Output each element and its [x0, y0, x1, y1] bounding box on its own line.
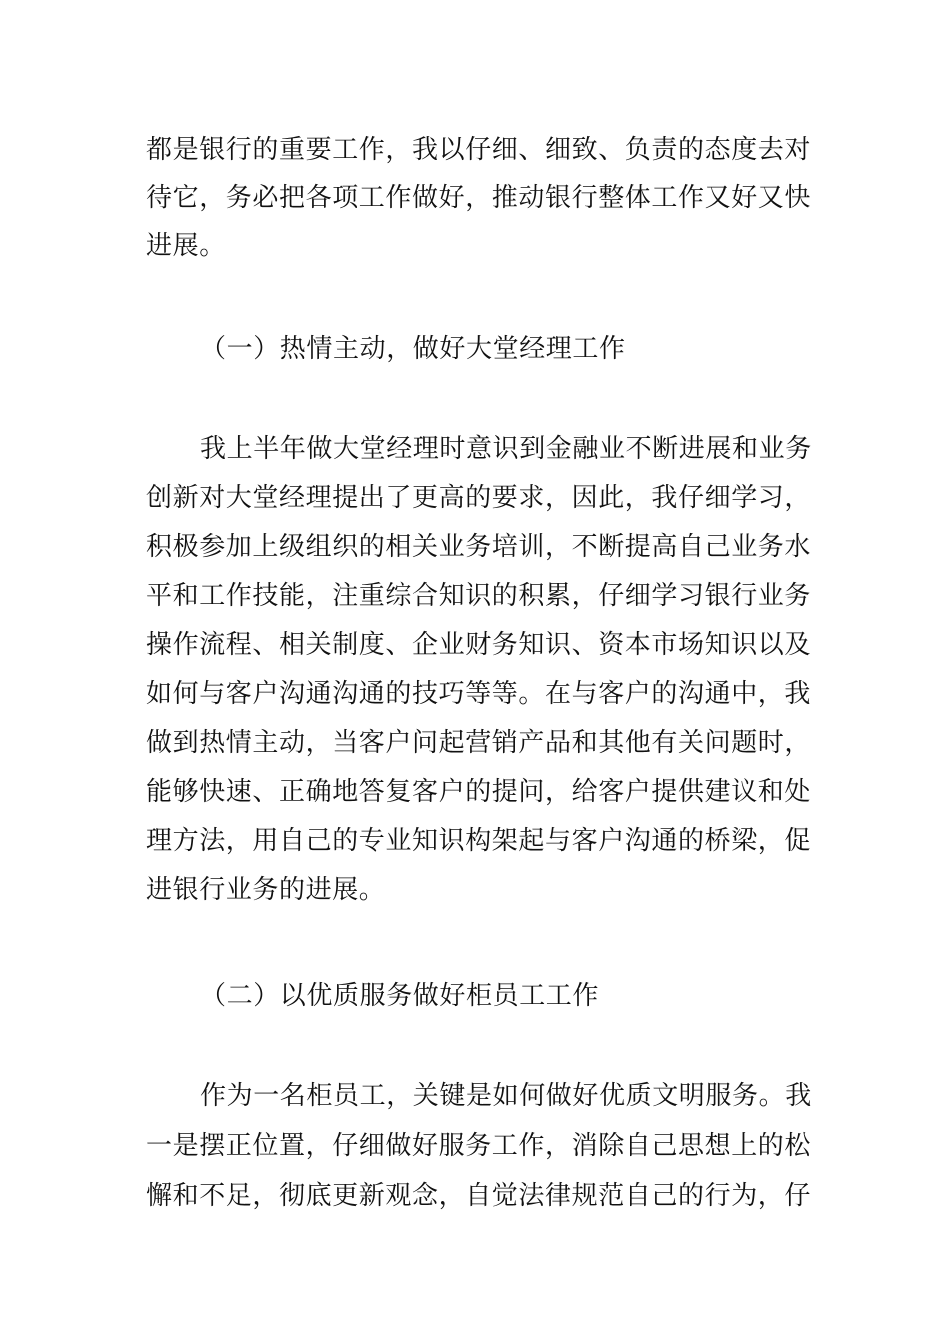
paragraph-2-line-8: 能够快速、正确地答复客户的提问，给客户提供建议和处	[146, 777, 812, 807]
paragraph-2-line-6: 如何与客户沟通沟通的技巧等等。在与客户的沟通中，我	[146, 679, 812, 709]
paragraph-1-line-3: 进展。	[146, 231, 226, 261]
paragraph-3-line-1: 作为一名柜员工，关键是如何做好优质文明服务。我	[200, 1081, 812, 1111]
paragraph-3-line-3: 懈和不足，彻底更新观念，自觉法律规范自己的行为，仔	[146, 1181, 812, 1211]
section-heading-2: （二）以优质服务做好柜员工工作	[200, 981, 600, 1011]
section-heading-1: （一）热情主动，做好大堂经理工作	[200, 334, 626, 364]
paragraph-2-line-5: 操作流程、相关制度、企业财务知识、资本市场知识以及	[146, 630, 812, 660]
paragraph-2-line-2: 创新对大堂经理提出了更高的要求，因此，我仔细学习，	[146, 483, 812, 513]
paragraph-1-line-2: 待它，务必把各项工作做好，推动银行整体工作又好又快	[146, 183, 812, 213]
paragraph-2-line-10: 进银行业务的进展。	[146, 875, 386, 905]
paragraph-3-line-2: 一是摆正位置，仔细做好服务工作，消除自己思想上的松	[146, 1131, 812, 1161]
paragraph-2-line-3: 积极参加上级组织的相关业务培训，不断提高自己业务水	[146, 532, 812, 562]
paragraph-1-line-1: 都是银行的重要工作，我以仔细、细致、负责的态度去对	[146, 135, 812, 165]
paragraph-2-line-1: 我上半年做大堂经理时意识到金融业不断进展和业务	[200, 434, 812, 464]
paragraph-2-line-4: 平和工作技能，注重综合知识的积累，仔细学习银行业务	[146, 581, 812, 611]
paragraph-2-line-9: 理方法，用自己的专业知识构架起与客户沟通的桥梁，促	[146, 826, 812, 856]
paragraph-2-line-7: 做到热情主动，当客户问起营销产品和其他有关问题时，	[146, 728, 812, 758]
